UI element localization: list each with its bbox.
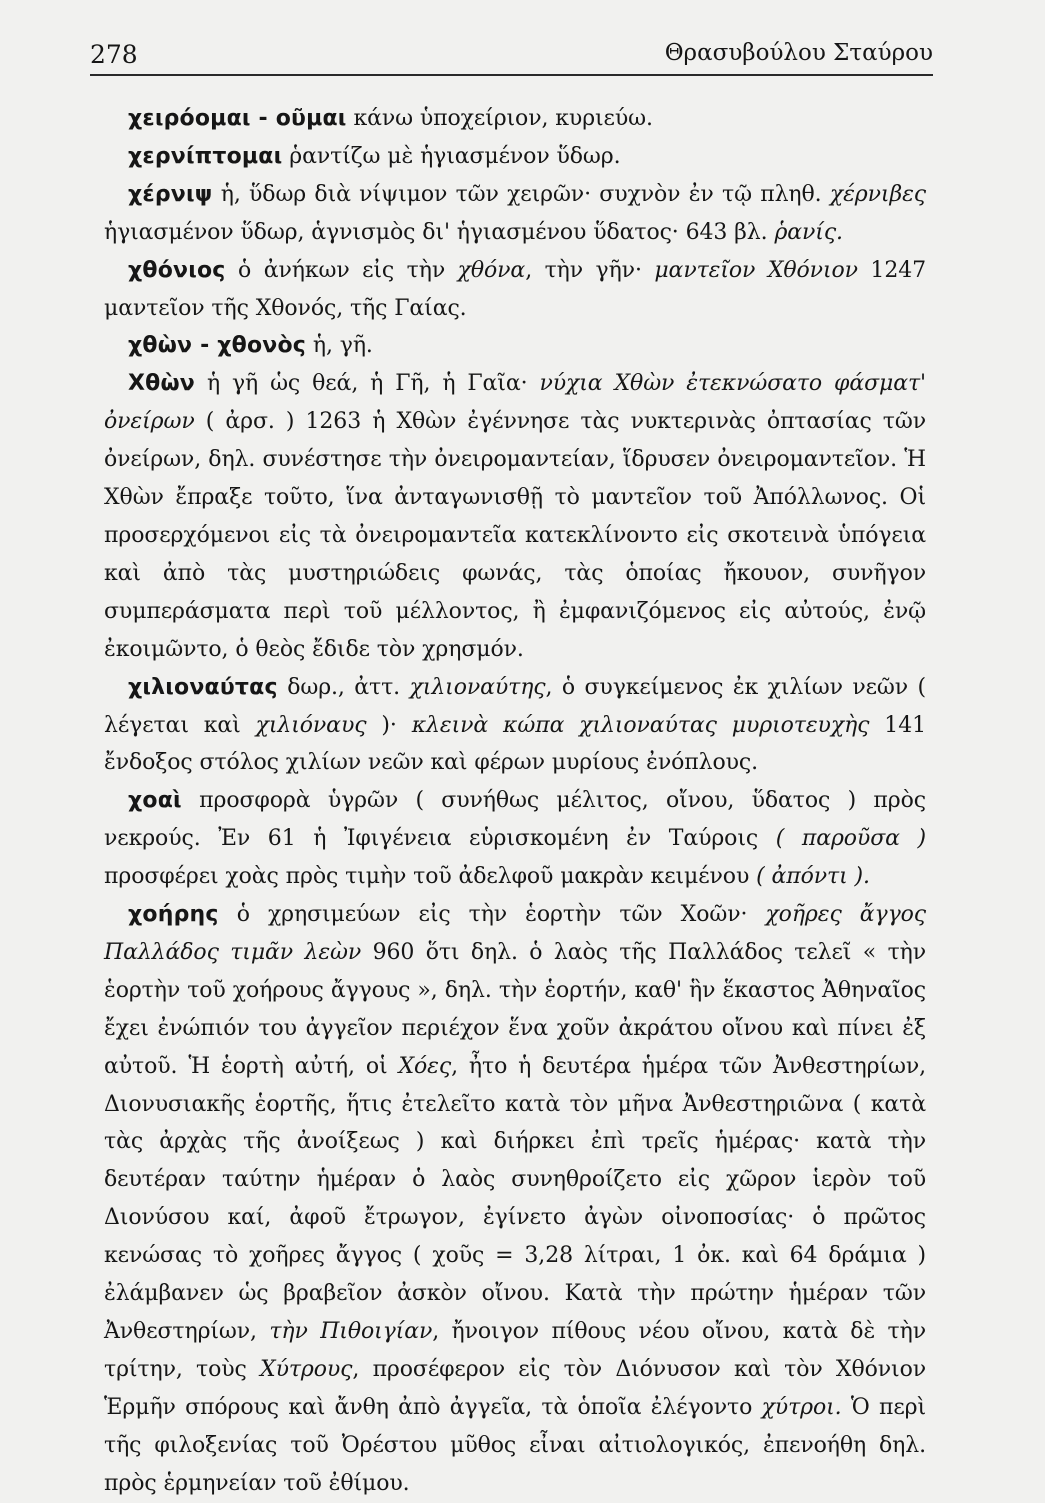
- entry-italic-text: κλεινὰ κώπα χιλιοναύτας μυριοτευχὴς: [411, 712, 870, 738]
- running-title: Θρασυβούλου Σταύρου: [664, 40, 933, 66]
- entry-text: ἡγιασμένον ὕδωρ, ἁγνισμὸς δι' ἡγιασμένου ὕδατος· 643 βλ.: [104, 219, 775, 245]
- entry-lemma: χοαὶ: [128, 788, 182, 814]
- entry-text: κάνω ὑποχείριον, κυριεύω.: [346, 106, 653, 131]
- header-rule: [90, 74, 933, 76]
- entry-italic-text: χύτροι.: [761, 1394, 842, 1420]
- entry-text: , ἦτο ἡ δευτέρα ἡμέρα τῶν Ἀνθεστηρίων, Διονυσιακῆς ἑορτῆς, ἥτις ἐτελεῖτο κατὰ τὸν μῆνα Ἀνθεστηριῶνα ( κατὰ τὰς ἀρχὰς τῆς ἀνοίξεως ) καὶ διήρκει ἐπὶ τρεῖς ἡμέρας· κατὰ τὴν δευτέραν ταύτην ἡμέραν ὁ λαὸς συνηθροίζετο εἰς χῶρον ἱερὸν τοῦ Διονύσου καί, ἀφοῦ ἔτρωγον, ἐγίνετο ἀγὼν οἰνοποσίας· ὁ πρῶτος κενώσας τὸ χοῆρες ἄγγος ( χοῦς = 3,28 λίτραι, 1 ὀκ. καὶ 64 δράμια ) ἐλάμβανεν ὡς βραβεῖον ἀσκὸν οἴνου. Κατὰ τὴν πρώτην ἡμέραν τῶν Ἀνθεστηρίων,: [104, 1053, 926, 1344]
- entry-text: ( ἀρσ. ) 1263 ἡ Χθὼν ἐγέννησε τὰς νυκτερινὰς ὀπτασίας τῶν ὀνείρων, δηλ. συνέστησε τὴν ὀνειρομαντείαν, ἵδρυσεν ὀνειρομαντεῖον. Ἡ Χθὼν ἔπραξε τοῦτο, ἵνα ἀνταγωνισθῇ τὸ μαντεῖον τοῦ Ἀπόλλωνος. Οἱ προσερχόμενοι εἰς τὰ ὀνειρομαντεῖα κατεκλίνοντο εἰς σκοτεινὰ ὑπόγεια καὶ ἀπὸ τὰς μυστηριώδεις φωνάς, τὰς ὁποίας ἤκουον, συνῆγον συμπεράσματα περὶ τοῦ μέλλοντος, ἢ ἐμφανιζόμενος εἰς αὐτούς, ἐνῷ ἐκοιμῶντο, ὁ θεὸς ἔδιδε τὸν χρησμόν.: [104, 409, 926, 662]
- entry-italic-text: χοῆρες ἄγγος Παλλάδος τιμᾶν λεὼν: [104, 902, 926, 965]
- entry-italic-text: ῥανίς.: [774, 219, 843, 245]
- dictionary-entry: [104, 365, 926, 668]
- entry-text: 1247 μαντεῖον τῆς Χθονός, τῆς Γαίας.: [104, 257, 927, 321]
- dictionary-entries: [104, 100, 926, 1503]
- entry-italic-text: ( ἀπόντι ).: [756, 864, 870, 890]
- entry-text: , ὁ συγκείμενος ἐκ χιλίων νεῶν ( λέγεται καὶ: [104, 674, 927, 738]
- entry-text: δωρ., ἀττ.: [277, 674, 410, 700]
- entry-text: ὁ ἀνήκων εἰς τὴν: [225, 257, 458, 283]
- dictionary-entry: [104, 669, 926, 783]
- entry-text: ἡ, ὕδωρ διὰ νίψιμον τῶν χειρῶν· συχνὸν ἐν τῷ πληθ.: [212, 181, 830, 207]
- dictionary-entry: [104, 176, 926, 252]
- entry-lemma: Χθὼν: [128, 371, 195, 397]
- dictionary-entry: [104, 138, 926, 176]
- entry-text: 960 ὅτι δηλ. ὁ λαὸς τῆς Παλλάδος τελεῖ « τὴν ἑορτὴν τοῦ χοήρους ἄγγους », δηλ. τὴν ἑορτήν, καθ' ἣν ἕκαστος Ἀθηναῖος ἔχει ἐνώπιόν του ἀγγεῖον περιέχον ἕνα χοῦν ἀκράτου οἴνου καὶ πίνει ἐξ αὐτοῦ. Ἡ ἑορτὴ αὐτή, οἱ: [104, 939, 926, 1079]
- entry-lemma: χερνίπτομαι: [128, 143, 283, 169]
- entry-lemma: χοήρης: [128, 902, 219, 928]
- entry-text: προσφέρει χοὰς πρὸς τιμὴν τοῦ ἀδελφοῦ μακρὰν κειμένου: [104, 864, 757, 890]
- entry-italic-text: χιλιοναύτης: [409, 674, 546, 700]
- entry-italic-text: Χύτρους: [260, 1356, 353, 1382]
- entry-italic-text: χιλιόναυς: [255, 712, 367, 738]
- entry-italic-text: τὴν Πιθοιγίαν: [269, 1319, 433, 1344]
- entry-lemma: χειρόομαι - οῦμαι: [128, 106, 347, 131]
- entry-lemma: χθὼν - χθονὸς: [128, 333, 307, 359]
- entry-text: ῥαντίζω μὲ ἡγιασμένον ὕδωρ.: [282, 143, 621, 169]
- entry-text: ἡ, γῆ.: [306, 333, 373, 359]
- entry-text: , ἤνοιγον πίθους νέου οἴνου, κατὰ δὲ τὴν τρίτην, τοὺς: [104, 1319, 926, 1382]
- entry-lemma: χιλιοναύτας: [128, 674, 278, 700]
- entry-italic-text: μαντεῖον Χθόνιον: [654, 257, 858, 283]
- entry-text: Ὁ περὶ τῆς φιλοξενίας τοῦ Ὀρέστου μῦθος εἶναι αἰτιολογικός, ἐπενοήθη δηλ. πρὸς ἑρμηνείαν τοῦ ἐθίμου.: [104, 1394, 927, 1496]
- dictionary-entry: [104, 782, 926, 896]
- dictionary-entry: [104, 327, 926, 365]
- entry-lemma: χέρνιψ: [128, 181, 213, 207]
- entry-text: , προσέφερον εἰς τὸν Διόνυσον καὶ τὸν Χθόνιον Ἑρμῆν σπόρους καὶ ἄνθη ἀπὸ ἀγγεῖα, τὰ ὁποῖα ἐλέγοντο: [104, 1356, 926, 1420]
- entry-italic-text: Χόες: [398, 1053, 452, 1079]
- entry-italic-text: νύχια Χθὼν ἐτεκνώσατο φάσματ' ὀνείρων: [104, 371, 926, 435]
- entry-text: )·: [366, 712, 412, 738]
- dictionary-entry: [104, 896, 926, 1503]
- entry-lemma: χθόνιος: [128, 257, 226, 283]
- entry-text: ὁ χρησιμεύων εἰς τὴν ἑορτὴν τῶν Χοῶν·: [218, 902, 766, 928]
- entry-text: , τὴν γῆν·: [525, 257, 655, 283]
- entry-italic-text: ( παροῦσα ): [775, 826, 927, 852]
- entry-text: 141 ἔνδοξος στόλος χιλίων νεῶν καὶ φέρων μυρίους ἐνόπλους.: [104, 712, 926, 776]
- dictionary-entry: [104, 252, 926, 328]
- entry-italic-text: χθόνα: [457, 257, 526, 283]
- entry-italic-text: χέρνιβες: [829, 181, 926, 207]
- entry-text: ἡ γῆ ὡς θεά, ἡ Γῆ, ἡ Γαῖα·: [194, 371, 540, 397]
- page-number: 278: [90, 40, 138, 69]
- dictionary-entry: [104, 100, 926, 138]
- entry-text: προσφορὰ ὑγρῶν ( συνήθως μέλιτος, οἴνου, ὕδατος ) πρὸς νεκρούς. Ἐν 61 ἡ Ἰφιγένεια εὑρισκομένη ἐν Ταύροις: [104, 788, 926, 852]
